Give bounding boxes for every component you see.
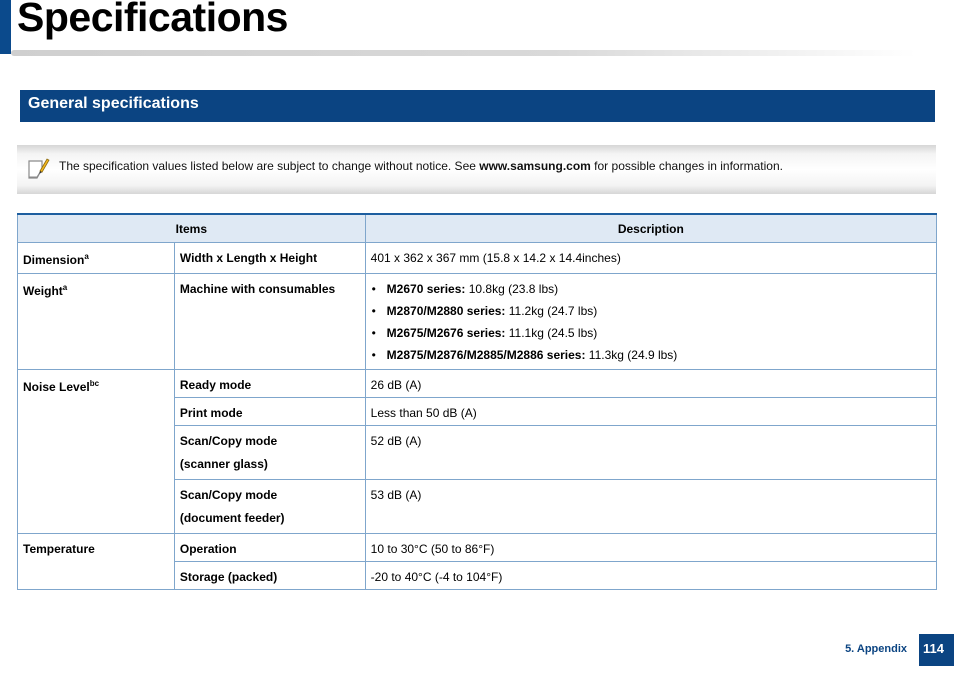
table-row: [18, 274, 937, 370]
section-title: General specifications: [28, 95, 199, 112]
list-item: [371, 325, 931, 347]
table-row: [18, 534, 937, 562]
list-item: [371, 303, 931, 325]
item-cell: Operation: [174, 534, 365, 562]
header-description: Description: [365, 214, 936, 243]
item-line: Scan/Copy mode: [179, 434, 278, 448]
model-weight: 11.2kg (24.7 lbs): [505, 304, 598, 318]
note-box: [17, 145, 936, 194]
note-text: [59, 159, 783, 173]
footnote-marker: bc: [89, 379, 100, 388]
value-cell: 53 dB (A): [365, 480, 936, 534]
item-line: (scanner glass): [179, 457, 268, 471]
model-weight: 11.1kg (24.5 lbs): [505, 326, 598, 340]
model-name: M2670 series:: [386, 282, 466, 296]
item-cell: [174, 426, 365, 480]
table-row: [18, 370, 937, 398]
value-cell: 26 dB (A): [365, 370, 936, 398]
value-cell: 52 dB (A): [365, 426, 936, 480]
footer-section-label: 5. Appendix: [845, 643, 907, 655]
weight-list: [371, 281, 931, 369]
group-dimension: [18, 243, 175, 274]
samsung-link[interactable]: www.samsung.com: [479, 159, 591, 173]
item-cell: Print mode: [174, 398, 365, 426]
item-cell: Width x Length x Height: [174, 243, 365, 274]
value-cell: 10 to 30°C (50 to 86°F): [365, 534, 936, 562]
group-label: Dimension: [23, 253, 85, 267]
note-text-after: for possible changes in information.: [590, 159, 783, 173]
value-cell: Less than 50 dB (A): [365, 398, 936, 426]
value-cell: 401 x 362 x 367 mm (15.8 x 14.2 x 14.4inches): [365, 243, 936, 274]
page-title: Specifications: [17, 0, 288, 40]
list-item: [371, 347, 931, 369]
item-line: (document feeder): [179, 511, 285, 525]
group-temperature: Temperature: [18, 534, 175, 590]
page-number: 114: [919, 634, 954, 666]
footnote-marker: a: [84, 252, 89, 261]
group-label: Noise Level: [23, 380, 90, 394]
footnote-marker: a: [62, 283, 68, 292]
table-header-row: [18, 214, 937, 243]
value-cell: -20 to 40°C (-4 to 104°F): [365, 562, 936, 590]
list-item: [371, 281, 931, 303]
group-weight: [18, 274, 175, 370]
section-header: [20, 90, 935, 122]
table-row: [18, 243, 937, 274]
value-cell: [365, 274, 936, 370]
title-underline: [11, 50, 916, 56]
note-pencil-icon: [26, 157, 50, 181]
group-noise-level: [18, 370, 175, 534]
model-name: M2870/M2880 series:: [386, 304, 506, 318]
item-cell: Machine with consumables: [174, 274, 365, 370]
header-items: Items: [18, 214, 366, 243]
item-cell: Ready mode: [174, 370, 365, 398]
title-accent-bar: [0, 0, 11, 54]
item-cell: Storage (packed): [174, 562, 365, 590]
specifications-table: [17, 213, 937, 590]
item-cell: [174, 480, 365, 534]
item-line: Scan/Copy mode: [179, 488, 278, 502]
group-label: Weight: [23, 284, 63, 298]
model-name: M2675/M2676 series:: [386, 326, 506, 340]
model-weight: 11.3kg (24.9 lbs): [585, 348, 678, 362]
model-weight: 10.8kg (23.8 lbs): [465, 282, 559, 296]
model-name: M2875/M2876/M2885/M2886 series:: [386, 348, 586, 362]
note-text-before: The specification values listed below are subject to change without notice. See: [59, 159, 480, 173]
